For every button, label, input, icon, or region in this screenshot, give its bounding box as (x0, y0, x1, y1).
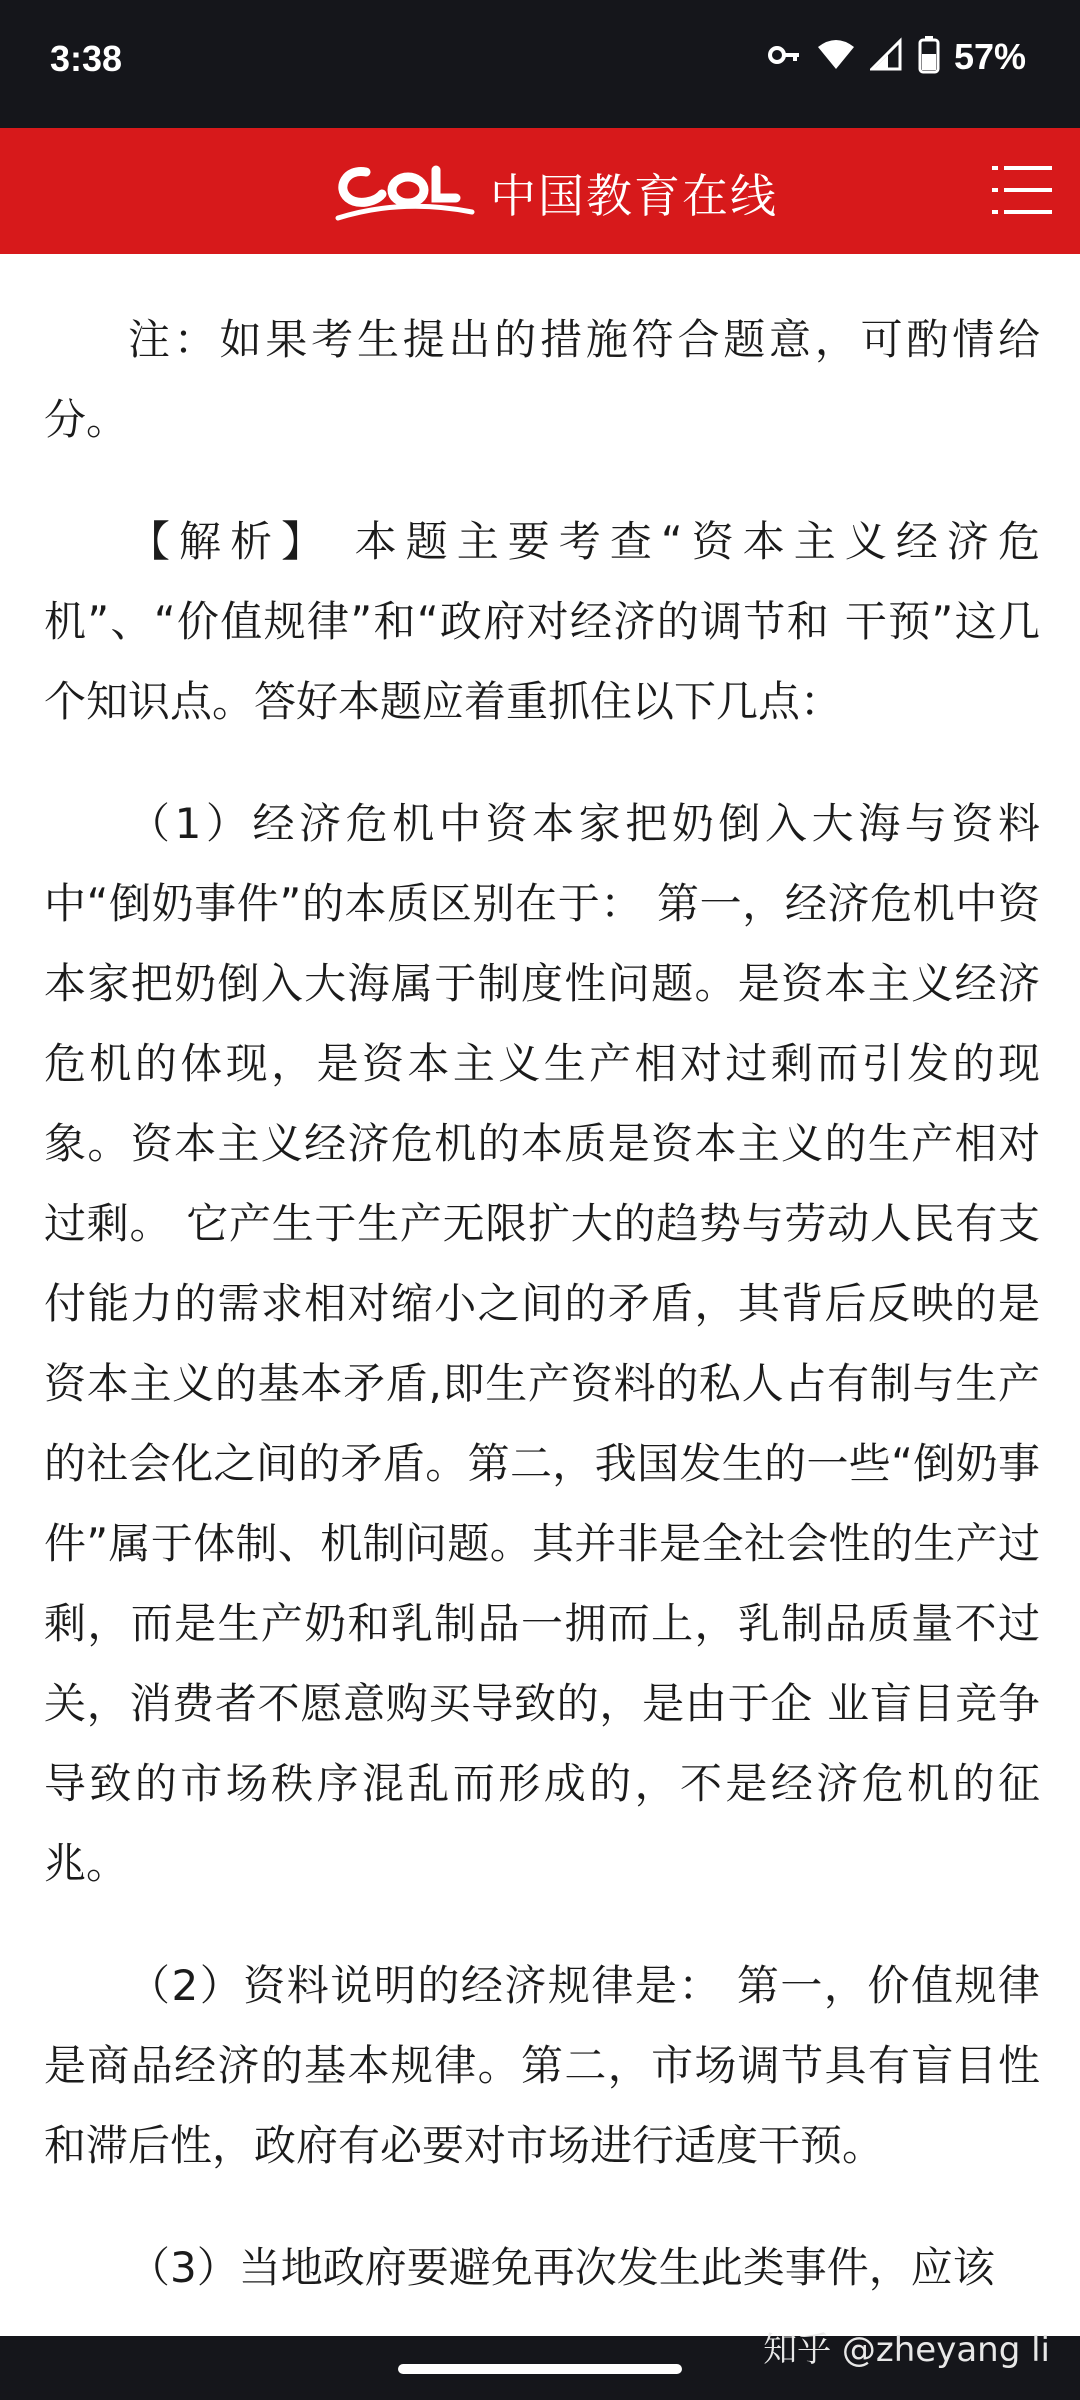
watermark: 知乎 @zheyang li (763, 2330, 1050, 2370)
status-icons (766, 36, 1026, 78)
site-logo[interactable] (332, 158, 778, 228)
paragraph-analysis: 【解析】 本题主要考查“资本主义经济危机”、“价值规律”和“政府对经济的调节和 干预”这几个知识点。答好本题应着重抓住以下几点： (44, 517, 1040, 726)
status-time: 3:38 (50, 38, 123, 79)
home-gesture-handle[interactable] (398, 2364, 682, 2374)
site-title: 中国教育在线 (490, 169, 778, 223)
hamburger-menu-icon (990, 158, 1054, 222)
col-logo-icon (332, 158, 476, 228)
hamburger-menu-button[interactable] (990, 158, 1054, 222)
battery-icon (918, 36, 940, 78)
battery-percent: 57% (953, 36, 1026, 77)
signal-icon (870, 37, 904, 77)
status-bar (0, 0, 1080, 128)
article-body (44, 300, 1040, 2350)
paragraph-point-1: （1）经济危机中资本家把奶倒入大海与资料中“倒奶事件”的本质区别在于： 第一，经济危机中资本家把奶倒入大海属于制度性问题。是资本主义经济危机的体现，是资本主义生产相对过剩而引发的现象。资本主义经济危机的本质是资本主义的生产相对过剩。 它产生于生产无限扩大的趋势与劳动人民有支付能力的需求相对缩小之间的矛盾，其背后反映的是资本主义的基本矛盾,即生产资料的私人占有制与生产的社会化之间的矛盾。第二，我国发生的一些“倒奶事件”属于体制、机制问题。其并非是全社会性的生产过 剩，而是生产奶和乳制品一拥而上，乳制品质量不过关，消费者不愿意购买导致的，是由于企 业盲目竞争导致的市场秩序混乱而形成的，不是经济危机的征兆。 (44, 799, 1040, 1888)
paragraph-point-2: （2）资料说明的经济规律是： 第一，价值规律是商品经济的基本规律。第二，市场调节具有盲目性和滞后性，政府有必要对市场进行适度干预。 (44, 1961, 1040, 2170)
paragraph-point-3: （3）当地政府要避免再次发生此类事件，应该 (128, 2243, 995, 2292)
wifi-icon (816, 37, 856, 77)
key-icon (766, 37, 802, 77)
site-header (0, 128, 1080, 254)
paragraph-note: 注：如果考生提出的措施符合题意，可酌情给分。 (44, 315, 1040, 444)
